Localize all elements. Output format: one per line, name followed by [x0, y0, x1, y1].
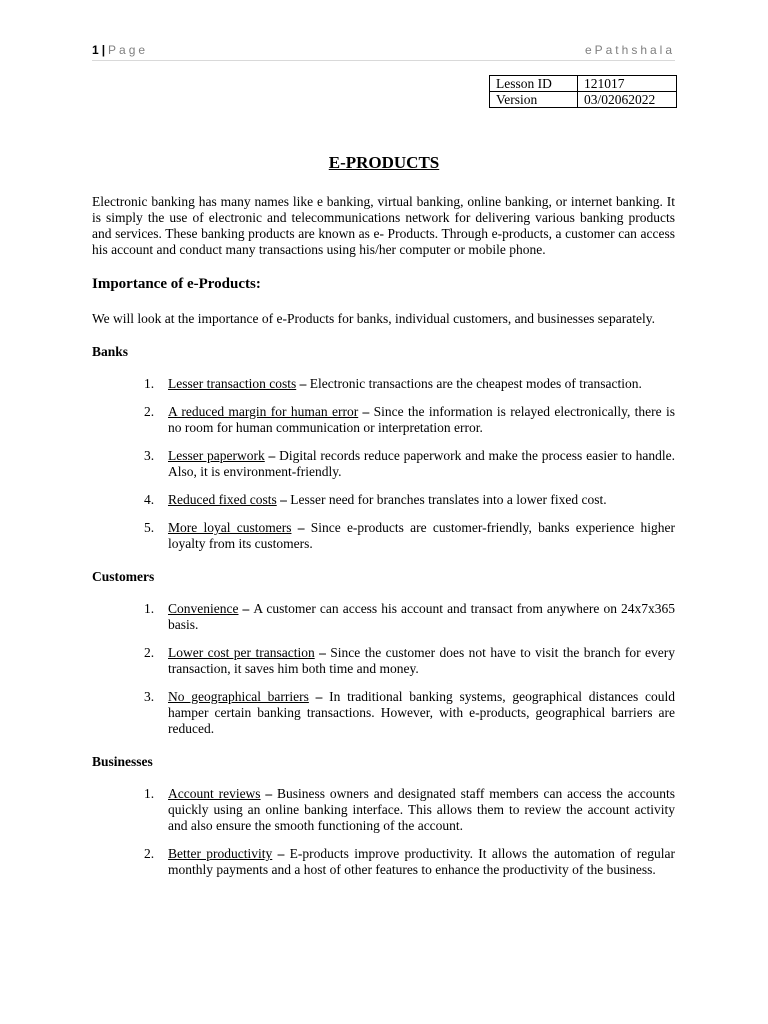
list-item-dash: –: [272, 846, 290, 861]
list-item-term: More loyal customers: [168, 520, 292, 535]
list-item-term: Better productivity: [168, 846, 273, 861]
list-item-term: A reduced margin for human error: [168, 404, 359, 419]
sections-container: [92, 344, 675, 878]
document-title: E-PRODUCTS: [328, 153, 440, 172]
importance-heading: Importance of e-Products:: [92, 276, 261, 292]
section-heading-businesses: Businesses: [92, 754, 153, 769]
list-item: [92, 448, 675, 480]
list-item: [92, 404, 675, 436]
list-item-text: E-products improve productivity. It allows the automation of regular monthly payments and a host of other features to enhance the productivity of the business.: [168, 846, 676, 877]
list-item-text: Digital records reduce paperwork and make the process easier to handle. Also, it is environment-friendly.: [168, 448, 676, 479]
list-item-term: Account reviews: [168, 786, 261, 801]
list-item: [92, 492, 675, 508]
list-item-text: Since the information is relayed electronically, there is no room for human communication or interpretation error.: [168, 404, 676, 435]
list-item-number: 4.: [144, 492, 155, 507]
table-row: [490, 76, 677, 92]
list-item-number: 2.: [144, 645, 155, 660]
lesson-info-table: [489, 75, 677, 108]
list-item-text: Electronic transactions are the cheapest modes of transaction.: [309, 376, 642, 391]
list-item-text: Since the customer does not have to visit the branch for every transaction, it saves him both time and money.: [168, 645, 676, 676]
page-header: [92, 42, 675, 61]
list-item: [92, 689, 675, 737]
page-number: 1: [92, 43, 99, 57]
list-item-dash: –: [296, 376, 310, 391]
list-item-dash: –: [291, 520, 311, 535]
list-item-number: 1.: [144, 376, 155, 391]
list-item: [92, 786, 675, 834]
page-separator: |: [101, 43, 106, 57]
lesson-id-key: Lesson ID: [490, 76, 578, 92]
section-heading-banks: Banks: [92, 344, 129, 359]
list-item-number: 2.: [144, 404, 155, 419]
section-list-banks: [92, 376, 675, 552]
list-item-term: Convenience: [168, 601, 239, 616]
list-item-text: Business owners and designated staff members can access the accounts quickly using an online banking interface. This allows them to review the account activity and also ensure the smooth functioning of the account.: [168, 786, 676, 833]
list-item-number: 3.: [144, 448, 155, 463]
list-item-dash: –: [314, 645, 331, 660]
list-item-number: 2.: [144, 846, 155, 861]
list-item-term: Reduced fixed costs: [168, 492, 277, 507]
list-item-dash: –: [238, 601, 254, 616]
version-value: 03/02062022: [578, 92, 677, 108]
list-item-term: Lesser paperwork: [168, 448, 265, 463]
section-list-customers: [92, 601, 675, 737]
list-item-term: No geographical barriers: [168, 689, 309, 704]
list-item: [92, 601, 675, 633]
list-item-dash: –: [358, 404, 374, 419]
list-item-dash: –: [308, 689, 330, 704]
section-list-businesses: [92, 786, 675, 878]
list-item-number: 1.: [144, 601, 155, 616]
version-key: Version: [490, 92, 578, 108]
page-word: Page: [108, 43, 149, 57]
list-item-text: Since e-products are customer-friendly, banks experience higher loyalty from its customers.: [168, 520, 675, 551]
list-item-dash: –: [276, 492, 291, 507]
document-body: [92, 194, 675, 878]
list-item-text: A customer can access his account and transact from anywhere on 24x7x365 basis.: [168, 601, 675, 632]
section-heading-customers: Customers: [92, 569, 155, 584]
importance-intro: We will look at the importance of e-Products for banks, individual customers, and businesses separately.: [92, 311, 656, 326]
brand-name: ePathshala: [584, 43, 675, 57]
list-item: [92, 520, 675, 552]
list-item-term: Lower cost per transaction: [168, 645, 315, 660]
lesson-id-value: 121017: [578, 76, 677, 92]
list-item-number: 5.: [144, 520, 155, 535]
list-item-number: 1.: [144, 786, 155, 801]
page-number-label: [92, 43, 148, 57]
list-item-text: Lesser need for branches translates into a lower fixed cost.: [290, 492, 607, 507]
list-item: [92, 846, 675, 878]
list-item-dash: –: [264, 448, 280, 463]
list-item-text: In traditional banking systems, geographical distances could hamper certain banking transactions. However, with e-products, geographical barriers are reduced.: [168, 689, 675, 736]
list-item-dash: –: [260, 786, 278, 801]
list-item-number: 3.: [144, 689, 155, 704]
list-item: [92, 645, 675, 677]
table-row: [490, 92, 677, 108]
intro-paragraph: Electronic banking has many names like e banking, virtual banking, online banking, or internet banking. It is simply the use of electronic and telecommunications network for delivering various banking products and services. These banking products are known as e- Products. Through e-products, a customer can access his account and conduct many transactions using his/her computer or mobile phone.: [92, 194, 675, 257]
list-item: [92, 376, 675, 392]
list-item-term: Lesser transaction costs: [168, 376, 297, 391]
